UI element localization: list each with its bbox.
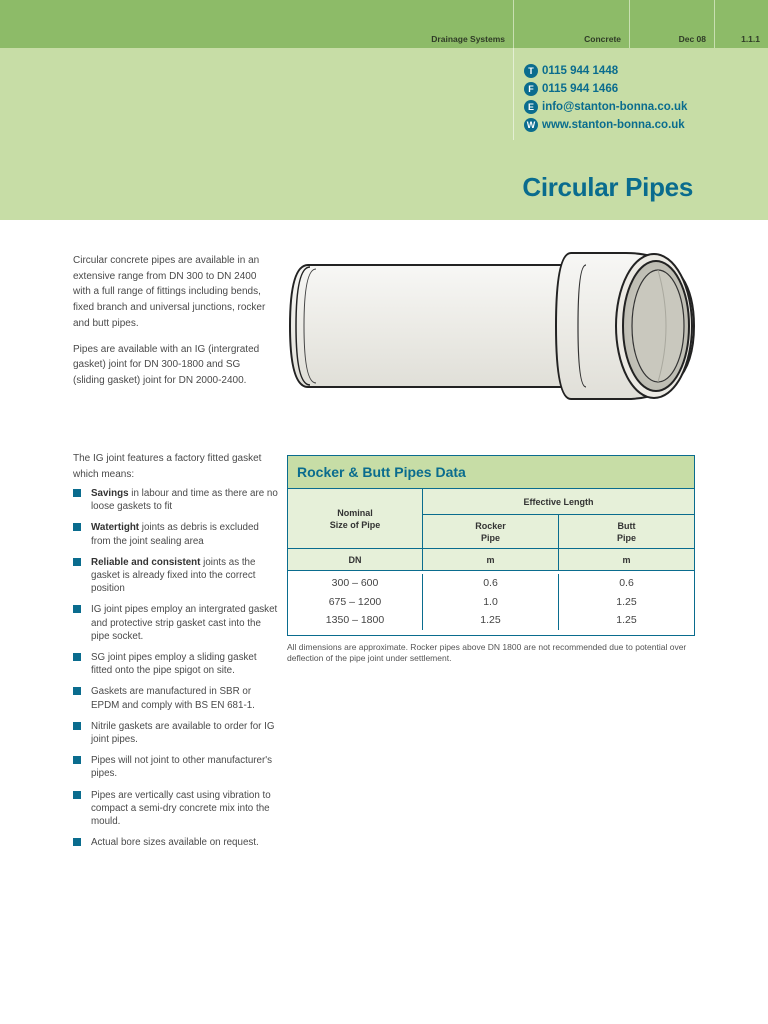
ig-joint-section: [73, 451, 278, 857]
bullet-square-icon: [73, 605, 81, 613]
header-material: Concrete: [584, 34, 621, 44]
list-item: Pipes are vertically cast using vibration to compact a semi-dry concrete mix into the mould.: [73, 789, 278, 829]
list-item: Gaskets are manufactured in SBR or EPDM and comply with BS EN 681-1.: [73, 685, 278, 711]
ig-lead: The IG joint features a factory fitted gasket which means:: [73, 453, 262, 480]
rocker-pipe-header: Rocker Pipe: [423, 515, 559, 549]
email-icon: E: [524, 100, 538, 114]
bullet-square-icon: [73, 523, 81, 531]
fax-icon: F: [524, 82, 538, 96]
bullet-square-icon: [73, 489, 81, 497]
table-cell: 0.6: [423, 574, 559, 593]
contact-list: [524, 62, 687, 134]
unit-rocker: m: [423, 549, 559, 571]
contact-fax: [524, 80, 687, 98]
header-ref: 1.1.1: [741, 34, 760, 44]
table-cell: 0.6: [619, 577, 634, 589]
bullet-square-icon: [73, 756, 81, 764]
nominal-size-header: Nominal Size of Pipe: [288, 489, 423, 549]
circular-pipe-illustration: [286, 245, 698, 407]
list-item: Reliable and consistent joints as the gasket is already fixed into the correct position: [73, 556, 278, 596]
table-title: Rocker & Butt Pipes Data: [288, 456, 694, 489]
list-item: Pipes will not joint to other manufacturer's pipes.: [73, 754, 278, 780]
list-item: Nitrile gaskets are available to order for IG joint pipes.: [73, 720, 278, 746]
bullet-square-icon: [73, 653, 81, 661]
bullet-square-icon: [73, 722, 81, 730]
telephone-icon: T: [524, 64, 538, 78]
intro-paragraph-1: Circular concrete pipes are available in an extensive range from DN 300 to DN 2400 with a full range of fittings including bends, fixed branch and universal junctions, rocker and butt pipes.: [73, 255, 266, 329]
web-link[interactable]: www.stanton-bonna.co.uk: [542, 119, 685, 131]
unit-dn: DN: [288, 549, 423, 571]
bullet-square-icon: [73, 687, 81, 695]
pipe-data-table: [287, 455, 695, 636]
intro-text: [73, 253, 273, 399]
header-date-cell: [629, 0, 714, 48]
butt-pipe-header: Butt Pipe: [559, 515, 694, 549]
list-item: Actual bore sizes available on request.: [73, 836, 278, 849]
band-divider: [513, 48, 514, 140]
bullet-square-icon: [73, 791, 81, 799]
header-section-cell: [390, 0, 513, 48]
email-link[interactable]: info@stanton-bonna.co.uk: [542, 101, 688, 113]
header-ref-cell: [714, 0, 768, 48]
intro-paragraph-2: Pipes are available with an IG (intergrated gasket) joint for DN 300-1800 and SG (sliding gasket) joint for DN 2000-2400.: [73, 343, 260, 386]
table-cell: 1350 – 1800: [288, 611, 423, 630]
header-material-cell: [513, 0, 629, 48]
table-grid: [288, 489, 694, 635]
contact-web[interactable]: [524, 116, 687, 134]
list-item: SG joint pipes employ a sliding gasket fitted onto the pipe spigot on site.: [73, 651, 278, 677]
contact-telephone: [524, 62, 687, 80]
fax-number: 0115 944 1466: [542, 83, 619, 95]
table-cell: 675 – 1200: [288, 593, 423, 612]
feature-list: [73, 487, 278, 849]
unit-butt: m: [559, 549, 694, 571]
table-cell: 1.25: [616, 614, 637, 626]
effective-length-header: Effective Length: [423, 489, 694, 515]
list-item: Savings in labour and time as there are no loose gaskets to fit: [73, 487, 278, 513]
list-item: IG joint pipes employ an intergrated gasket and protective strip gasket cast into the pipe socket.: [73, 603, 278, 643]
table-footnote: All dimensions are approximate. Rocker pipes above DN 1800 are not recommended due to potential over deflection of the pipe joint under settlement.: [287, 642, 687, 663]
table-body: [288, 571, 694, 635]
table-cell: 1.25: [616, 595, 637, 608]
table-cell: 1.0: [423, 593, 559, 612]
table-cell: 1.25: [423, 611, 559, 630]
bullet-square-icon: [73, 838, 81, 846]
contact-email[interactable]: [524, 98, 687, 116]
header-date: Dec 08: [678, 34, 706, 44]
table-cell: 300 – 600: [288, 574, 423, 593]
page-title: Circular Pipes: [522, 172, 693, 202]
list-item: Watertight joints as debris is excluded from the joint sealing area: [73, 521, 278, 547]
web-icon: W: [524, 118, 538, 132]
header-section: Drainage Systems: [431, 34, 505, 44]
header-bar: [0, 0, 768, 48]
telephone-number: 0115 944 1448: [542, 65, 619, 77]
bullet-square-icon: [73, 558, 81, 566]
